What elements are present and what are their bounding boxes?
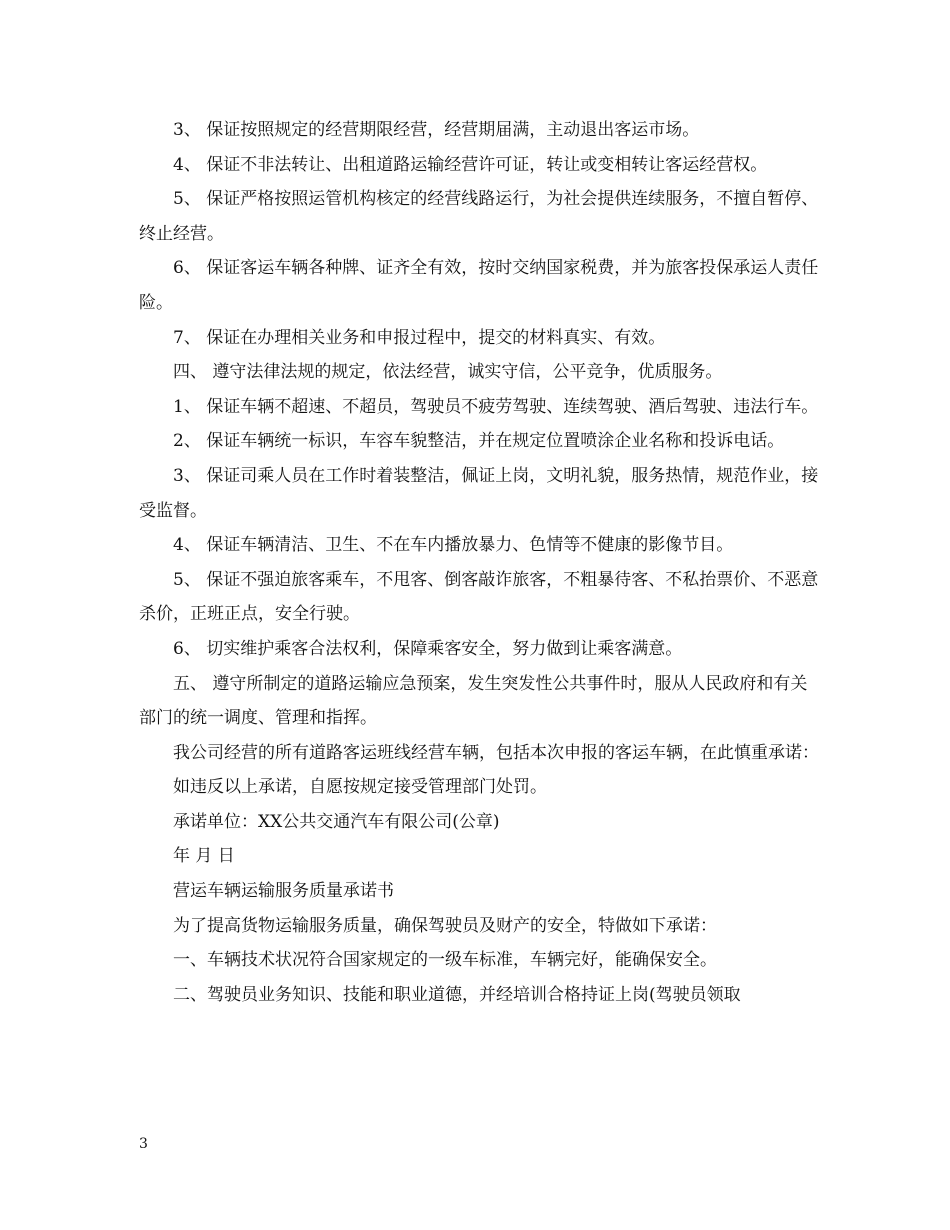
document-title: 营运车辆运输服务质量承诺书 xyxy=(173,881,394,902)
paragraph: 为了提高货物运输服务质量，确保驾驶员及财产的安全，特做如下承诺： xyxy=(173,915,717,936)
paragraph: 我公司经营的所有道路客运班线经营车辆，包括本次申报的客运车辆，在此慎重承诺： xyxy=(173,742,819,763)
paragraph: 2、 保证车辆统一标识，车容车貌整洁，并在规定位置喷涂企业名称和投诉电话。 xyxy=(173,431,785,452)
paragraph: 3、 保证司乘人员在工作时着装整洁，佩证上岗，文明礼貌，服务热情，规范作业，接受监督。 xyxy=(139,465,819,521)
paragraph: 3、 保证按照规定的经营期限经营，经营期届满，主动退出客运市场。 xyxy=(173,120,700,140)
paragraph: 5、 保证严格按照运管机构核定的经营线路运行，为社会提供连续服务，不擅自暂停、终止经营。 xyxy=(139,189,819,244)
paragraph: 5、 保证不强迫旅客乘车，不甩客、倒客敲诈旅客，不粗暴待客、不私抬票价、不恶意杀价，正班正点，安全行驶。 xyxy=(139,569,819,625)
section-heading: 五、 遵守所制定的道路运输应急预案，发生突发性公共事件时，服从人民政府和有关部门的统一调度、管理和指挥。 xyxy=(139,673,808,729)
paragraph: 6、 保证客运车辆各种牌、证齐全有效，按时交纳国家税费，并为旅客投保承运人责任险。 xyxy=(139,258,819,313)
paragraph: 1、 保证车辆不超速、不超员，驾驶员不疲劳驾驶、连续驾驶、酒后驾驶、违法行车。 xyxy=(173,396,819,417)
paragraph: 6、 切实维护乘客合法权利，保障乘客安全，努力做到让乘客满意。 xyxy=(173,638,683,659)
document-body xyxy=(139,113,819,1012)
paragraph: 4、 保证车辆清洁、卫生、不在车内播放暴力、色情等不健康的影像节目。 xyxy=(173,535,734,556)
paragraph: 二、驾驶员业务知识、技能和职业道德，并经培训合格持证上岗(驾驶员领取 xyxy=(173,984,741,1005)
section-heading: 四、 遵守法律法规的规定，依法经营，诚实守信，公平竞争，优质服务。 xyxy=(173,362,723,383)
paragraph: 一、车辆技术状况符合国家规定的一级车标准，车辆完好，能确保安全。 xyxy=(173,950,717,971)
page-number: 3 xyxy=(139,1136,148,1152)
paragraph: 7、 保证在办理相关业务和申报过程中，提交的材料真实、有效。 xyxy=(173,327,666,348)
paragraph: 如违反以上承诺，自愿按规定接受管理部门处罚。 xyxy=(173,777,547,798)
paragraph: 4、 保证不非法转让、出租道路运输经营许可证，转让或变相转让客运经营权。 xyxy=(173,154,768,175)
date-line: 年 月 日 xyxy=(173,846,235,867)
signature-unit: 承诺单位：XX公共交通汽车有限公司(公章) xyxy=(173,811,500,832)
